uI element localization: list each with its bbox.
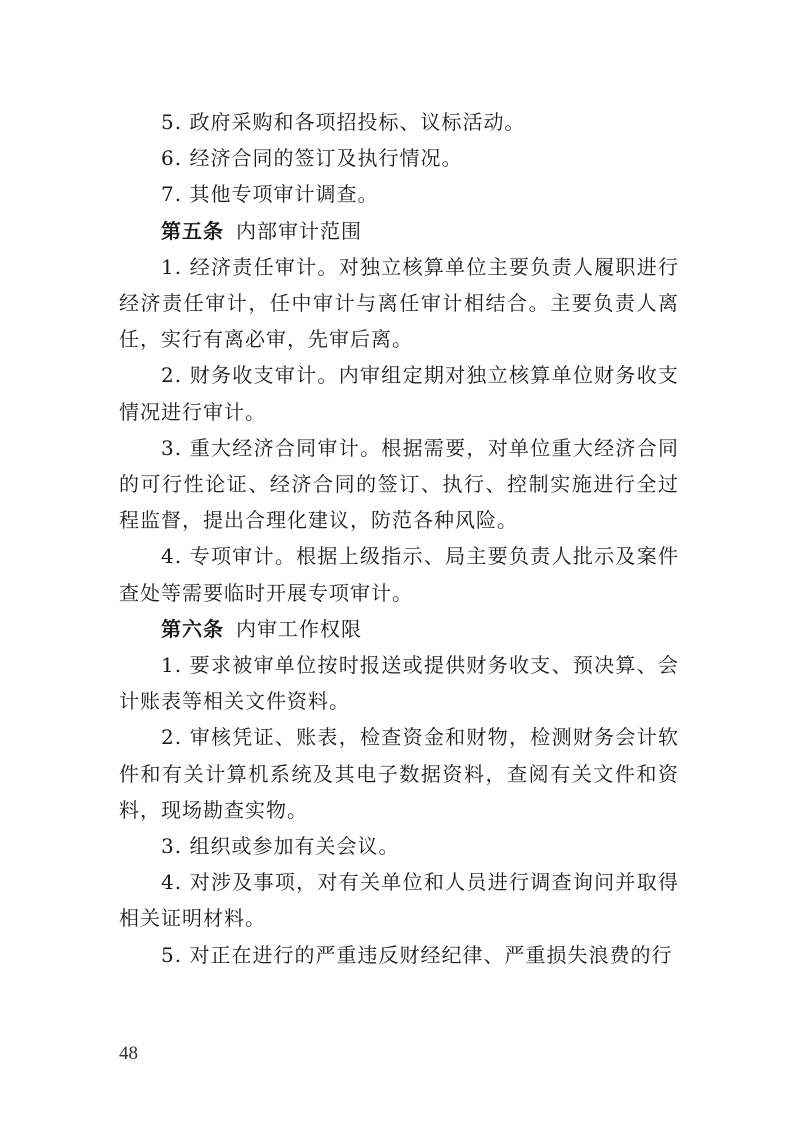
paragraph-investigation: 4. 对涉及事项，对有关单位和人员进行调查询问并取得相关证明材料。 (119, 870, 679, 931)
paragraph-violations: 5. 对正在进行的严重违反财经纪律、严重损失浪费的行 (161, 942, 673, 967)
paragraph-contract-audit: 3. 重大经济合同审计。根据需要，对单位重大经济合同的可行性论证、经济合同的签订、执行、控制实施进行全过程监督，提出合理化建议，防范各种风险。 (119, 435, 679, 533)
article-5-title: 内部审计范围 (236, 218, 362, 243)
article-6-number: 第六条 (161, 616, 224, 641)
paragraph-economic-responsibility-audit: 1. 经济责任审计。对独立核算单位主要负责人履职进行经济责任审计，任中审计与离任审计相结合。主要负责人离任，实行有离必审，先审后离。 (119, 254, 679, 352)
page-number: 48 (119, 1043, 138, 1064)
article-6-title: 内审工作权限 (236, 616, 362, 641)
article-5-heading (119, 213, 679, 249)
paragraph-review-vouchers: 2. 审核凭证、账表，检查资金和财物，检测财务会计软件和有关计算机系统及其电子数据资料，查阅有关文件和资料，现场勘查实物。 (119, 725, 679, 822)
paragraph-require-documents: 1. 要求被审单位按时报送或提供财务收支、预决算、会计账表等相关文件资料。 (119, 653, 679, 714)
article-6-heading (119, 611, 679, 647)
paragraph-attend-meetings: 3. 组织或参加有关会议。 (161, 834, 400, 859)
paragraph-item-6-contracts: 6. 经济合同的签订及执行情况。 (161, 146, 463, 171)
article-5-number: 第五条 (161, 218, 224, 243)
document-body (119, 104, 679, 973)
paragraph-financial-audit: 2. 财务收支审计。内审组定期对独立核算单位财务收支情况进行审计。 (119, 363, 679, 424)
paragraph-item-5-procurement: 5. 政府采购和各项招投标、议标活动。 (161, 110, 526, 134)
paragraph-item-7-special-audit: 7. 其他专项审计调查。 (161, 182, 379, 207)
paragraph-special-project-audit: 4. 专项审计。根据上级指示、局主要负责人批示及案件查处等需要临时开展专项审计。 (119, 544, 679, 605)
